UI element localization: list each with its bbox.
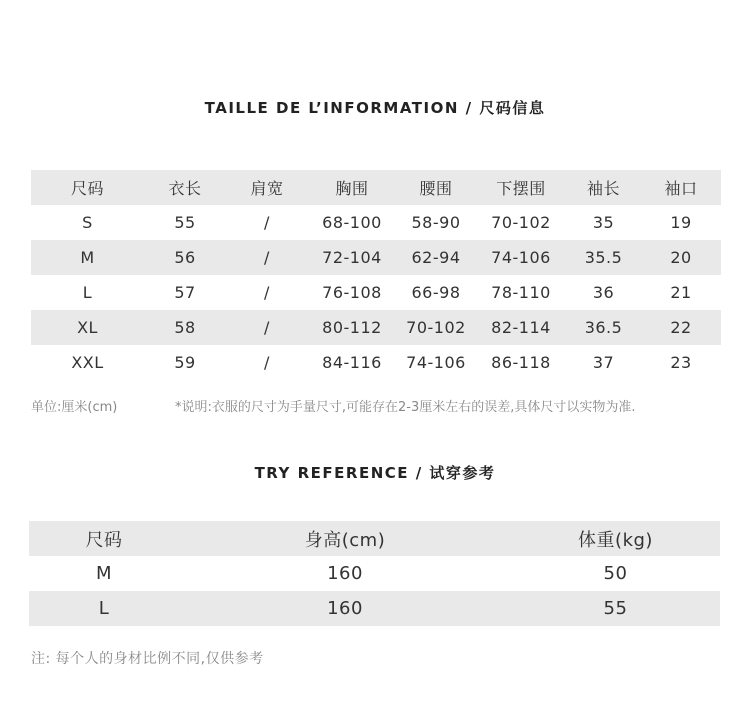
table-cell: 70-102	[491, 213, 551, 232]
table-cell: 160	[327, 563, 363, 584]
table-cell: 22	[670, 318, 692, 337]
table-cell: 37	[592, 353, 615, 372]
table-cell: 21	[670, 283, 692, 302]
table-cell: /	[264, 248, 270, 267]
table-cell: 74-106	[406, 353, 466, 372]
table-cell: 86-118	[491, 353, 551, 372]
try-table-header-row	[29, 521, 720, 556]
header-size: 尺码	[70, 179, 104, 198]
size-table-header-row	[31, 170, 721, 205]
table-cell: 20	[670, 248, 692, 267]
header-weight: 体重(kg)	[578, 529, 653, 551]
table-cell: 78-110	[491, 283, 551, 302]
header-shoulder: 肩宽	[250, 179, 284, 198]
header-chest: 胸围	[335, 179, 369, 198]
table-cell: /	[264, 213, 270, 232]
table-row	[31, 275, 721, 310]
table-cell: 74-106	[491, 248, 551, 267]
measurement-note: *说明:衣服的尺寸为手量尺寸,可能存在2-3厘米左右的误差,具体尺寸以实物为准.	[175, 400, 636, 415]
header-sleeve-length: 袖长	[586, 179, 620, 198]
header-waist: 腰围	[419, 179, 453, 198]
table-cell: 36	[592, 283, 615, 302]
table-cell: 55	[174, 213, 196, 232]
table-cell: 58-90	[411, 213, 461, 232]
table-cell: 62-94	[411, 248, 461, 267]
table-row	[31, 205, 721, 240]
table-cell: M	[95, 563, 113, 584]
table-row	[29, 591, 720, 626]
table-cell: 76-108	[322, 283, 382, 302]
header-size: 尺码	[85, 529, 123, 551]
table-cell: 36.5	[584, 318, 623, 337]
table-cell: 82-114	[491, 318, 551, 337]
table-cell: XL	[77, 318, 98, 337]
unit-note: 单位:厘米(cm)	[31, 400, 118, 415]
table-cell: 50	[603, 563, 628, 584]
table-cell: 84-116	[322, 353, 382, 372]
table-cell: 19	[670, 213, 692, 232]
size-info-title: TAILLE DE L’INFORMATION / 尺码信息	[204, 99, 546, 117]
table-cell: /	[264, 318, 270, 337]
header-height: 身高(cm)	[304, 529, 386, 551]
table-row	[31, 240, 721, 275]
table-cell: /	[264, 283, 270, 302]
table-cell: L	[82, 283, 93, 302]
header-hem: 下摆围	[496, 179, 546, 198]
table-cell: 35.5	[584, 248, 623, 267]
table-cell: 58	[174, 318, 196, 337]
table-cell: 160	[327, 598, 363, 619]
table-cell: 80-112	[322, 318, 382, 337]
try-reference-title: TRY REFERENCE / 试穿参考	[254, 464, 496, 482]
size-table	[31, 170, 721, 380]
table-cell: 68-100	[322, 213, 382, 232]
table-cell: 55	[603, 598, 628, 619]
table-cell: 56	[174, 248, 196, 267]
header-cuff: 袖口	[664, 179, 698, 198]
table-cell: 70-102	[406, 318, 466, 337]
table-row	[31, 310, 721, 345]
table-row	[29, 556, 720, 591]
table-cell: 57	[174, 283, 196, 302]
header-length: 衣长	[168, 179, 202, 198]
table-cell: XXL	[71, 353, 104, 372]
table-cell: 35	[592, 213, 615, 232]
try-reference-table	[29, 521, 720, 626]
table-cell: /	[264, 353, 270, 372]
table-cell: 66-98	[411, 283, 461, 302]
table-row	[31, 345, 721, 380]
table-cell: M	[80, 248, 95, 267]
table-cell: 23	[670, 353, 692, 372]
table-cell: 59	[174, 353, 196, 372]
try-reference-note: 注: 每个人的身材比例不同,仅供参考	[31, 651, 264, 667]
table-cell: S	[82, 213, 93, 232]
table-cell: L	[98, 598, 110, 619]
table-cell: 72-104	[322, 248, 382, 267]
